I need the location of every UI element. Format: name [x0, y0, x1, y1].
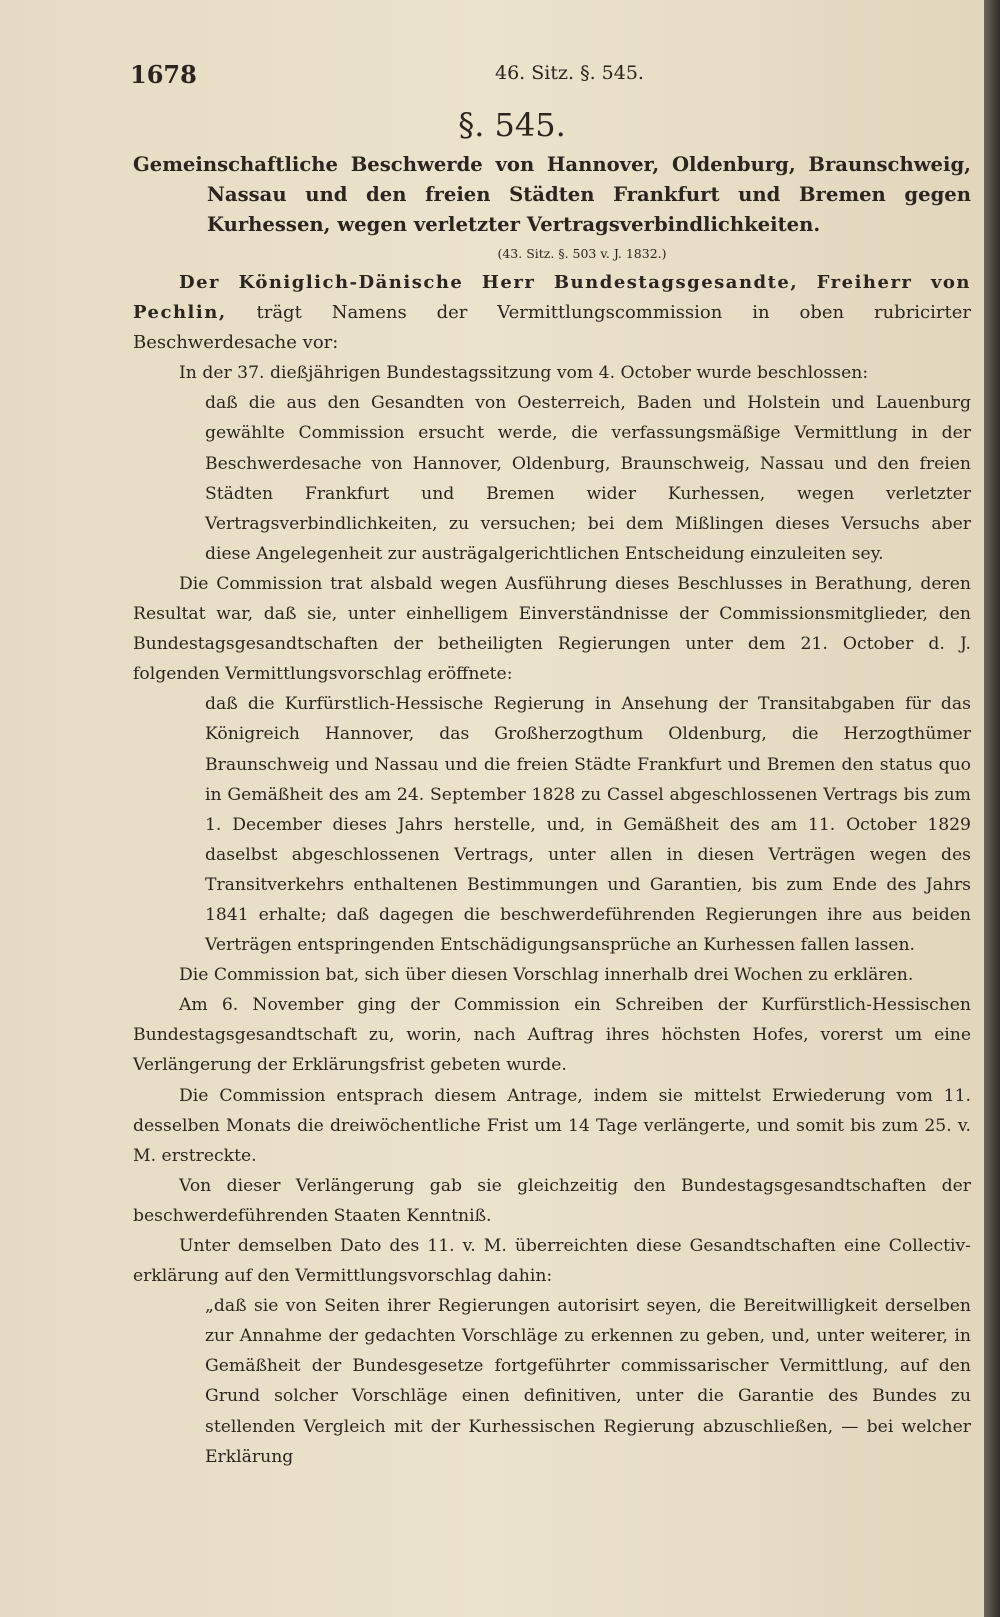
collective-paragraph: Unter demselben Dato des 11. v. M. überreichten diese Gesandtschaften eine Collectiv-erklärung auf den Vermittlungsvorschlag dahin:: [133, 1236, 971, 1287]
deadline-paragraph: Die Commission bat, sich über diesen Vorschlag innerhalb drei Wochen zu erklären.: [179, 965, 914, 986]
section-heading: Gemeinschaftliche Beschwerde von Hannover, Oldenburg, Braunschweig, Nassau und den freien Städten Frankfurt und Bremen gegen Kurhessen, wegen verletzter Vertragsverbindlichkeiten.: [133, 153, 971, 236]
resolution-intro: In der 37. dießjährigen Bundestagssitzung vom 4. October wurde beschlossen:: [179, 363, 869, 384]
resolution-text: daß die aus den Gesandten von Oesterreich, Baden und Holstein und Lauenburg gewählte Commission ersucht werde, die verfassungsmäßige Vermittlung in der Beschwerdesache von Hannover, Oldenburg, Braunschweig, Nassau und den freien Städten Frankfurt und Bremen wider Kurhessen, wegen verletzter Vertragsverbindlichkeiten, zu versuchen; bei dem Mißlingen dieses Versuchs aber diese Angelegenheit zur austrägalgerichtlichen Entscheidung einzuleiten sey.: [205, 393, 971, 564]
lead-paragraph: [133, 268, 971, 358]
page-number: 1678: [130, 60, 197, 89]
commission-paragraph: Die Commission trat alsbald wegen Ausführung dieses Beschlusses in Berathung, deren Resultat war, daß sie, unter einhelligem Einverständnisse der Commissionsmitglieder, den Bundestagsgesandtschaften der betheiligten Regierungen unter dem 21. October d. J. folgenden Vermittlungsvorschlag eröffnete:: [133, 573, 971, 685]
declaration-text: „daß sie von Seiten ihrer Regierungen autorisirt seyen, die Bereitwilligkeit derselben zur Annahme der gedachten Vorschläge zu erkennen zu geben, und, unter weiterer, in Gemäßheit der Bundesgesetze fortgeführter commissarischer Vermittlung, auf den Grund solcher Vorschläge einen definitiven, unter die Garantie des Bundes zu stellenden Vergleich mit der Kurhessischen Regierung abzuschließen, — bei welcher Erklärung: [205, 1296, 971, 1467]
speaker-name: Der Königlich-Dänische Herr Bundestagsgesandte, Freiherr von Pechlin,: [133, 272, 971, 324]
running-head: 46. Sitz. §. 545.: [495, 62, 644, 84]
section-number: §. 545.: [458, 106, 566, 144]
page-content: [133, 150, 971, 1472]
lead-text: trägt Namens der Vermittlungscommission in oben rubricirter Beschwerdesache vor:: [133, 302, 971, 354]
proposal-text: daß die Kurfürstlich-Hessische Regierung in Ansehung der Transitabgaben für das Königreich Hannover, das Großherzogthum Oldenburg, die Herzogthümer Braunschweig und Nassau und die freien Städte Frankfurt und Bremen den status quo in Gemäßheit des am 24. September 1828 zu Cassel abgeschlossenen Vertrags bis zum 1. December dieses Jahrs herstelle, und, in Gemäßheit des am 11. October 1829 daselbst abgeschlossenen Vertrags, unter allen in diesen Verträgen wegen des Transitverkehrs enthaltenen Bestimmungen und Garantien, bis zum Ende des Jahrs 1841 erhalte; daß dagegen die beschwerdeführenden Regierungen ihre aus beiden Verträgen entspringenden Entschädigungsansprüche an Kurhessen fallen lassen.: [205, 694, 971, 956]
november-paragraph: Am 6. November ging der Commission ein Schreiben der Kurfürstlich-Hessischen Bundestagsgesandtschaft zu, worin, nach Auftrag ihres höchsten Hofes, vorerst um eine Verlängerung der Erklärungsfrist gebeten wurde.: [133, 995, 971, 1076]
page-header: [130, 60, 970, 96]
extension-paragraph: Die Commission entsprach diesem Antrage, indem sie mittelst Erwiederung vom 11. desselben Monats die dreiwöchentliche Frist um 14 Tage verlängerte, und somit bis zum 25. v. M. erstreckte.: [133, 1085, 971, 1166]
notice-paragraph: Von dieser Verlängerung gab sie gleichzeitig den Bundestagsgesandtschaften der beschwerdeführenden Staaten Kenntniß.: [133, 1175, 971, 1226]
book-edge-shadow: [984, 0, 1000, 1617]
section-citation: (43. Sitz. §. 503 v. J. 1832.): [497, 246, 667, 261]
